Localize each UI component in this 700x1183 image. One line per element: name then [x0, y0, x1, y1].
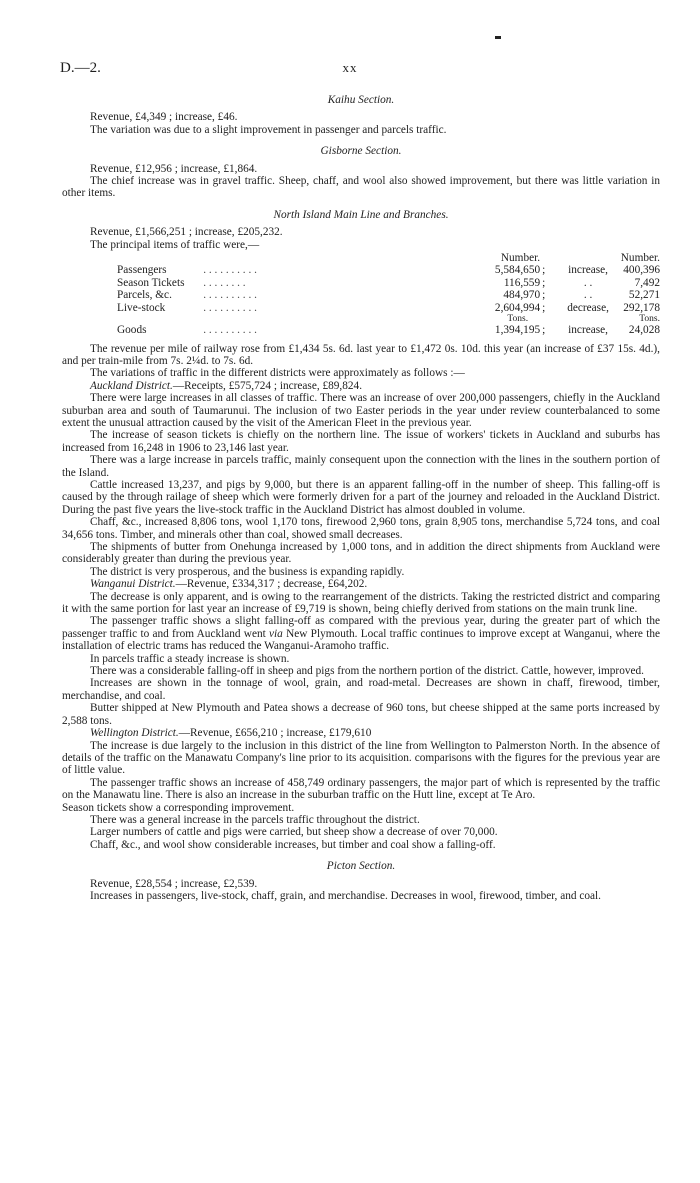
section-title-picton: Picton Section.: [326, 860, 396, 873]
unit-label: Tons.: [507, 314, 529, 325]
district-label: Auckland District.: [90, 379, 173, 392]
paragraph: Chaff, &c., and wool show considerable increases, but timber and coal show a falling-off.: [90, 838, 496, 851]
separator: ;: [542, 324, 546, 337]
section-title-gisborne: Gisborne Section.: [320, 145, 402, 158]
paragraph: Cattle increased 13,237, and pigs by 9,000, but there is an apparent falling-off in the number of sheep. This falling-off is caused by the through railage of sheep which were formerly driven for a part of the journey and reloaded in the Auckland District. During the past five years the live-stock traffic in the Auckland District has almost doubled in volume.: [62, 478, 660, 516]
paragraph: Butter shipped at New Plymouth and Patea shows a decrease of 960 tons, but cheese shipped at the same ports increased by 2,588 tons.: [62, 702, 660, 727]
paragraph: The district is very prosperous, and the business is expanding rapidly.: [90, 565, 405, 578]
leader-dots: . . . . . . . . . .: [203, 301, 257, 314]
district-label: Wanganui District.: [90, 578, 176, 591]
paragraph: Revenue, £4,349 ; increase, £46.: [90, 111, 238, 124]
change-cell: decrease,: [567, 301, 609, 314]
leader-dots: . . . . . . . . . .: [203, 264, 257, 277]
table-row: [117, 324, 660, 336]
paragraph: There was a large increase in parcels traffic, mainly consequent upon the connection with the lines in the southern portion of the Island.: [62, 454, 660, 479]
paragraph: The chief increase was in gravel traffic. Sheep, chaff, and wool also showed improvement, but there was little variation in other items.: [62, 175, 660, 200]
separator: ;: [542, 289, 546, 302]
column-header: Number.: [500, 252, 541, 265]
table-header-row: [117, 252, 660, 264]
paragraph: Season tickets show a corresponding improvement.: [62, 801, 295, 814]
number-cell: 2,604,994: [494, 301, 541, 314]
leader-dots: . . . . . . . .: [203, 276, 246, 289]
paragraph: The increase is due largely to the inclusion in this district of the line from Wellington to Palmerston North. In the absence of details of the traffic on the Manawatu Company's line prior to its acquisition. comparisons with the figures for the previous year are of little value.: [62, 739, 660, 777]
traffic-table: [117, 252, 660, 336]
table-row: [117, 302, 660, 314]
number-cell: 7,492: [634, 276, 660, 289]
separator: ;: [542, 276, 546, 289]
paragraph: Revenue, £12,956 ; increase, £1,864.: [90, 162, 258, 175]
district-label: Wellington District.: [90, 727, 179, 740]
row-label: Parcels, &c.: [117, 289, 172, 302]
change-cell: increase,: [568, 324, 608, 337]
district-revenue: —Revenue, £656,210 ; increase, £179,610: [178, 727, 372, 740]
paragraph: There was a general increase in the parcels traffic throughout the district.: [90, 813, 420, 826]
number-cell: 116,559: [503, 276, 541, 289]
change-cell: . .: [583, 276, 593, 289]
number-cell: 400,396: [623, 264, 660, 277]
paragraph: The decrease is only apparent, and is owing to the rearrangement of the districts. Taking the restricted district and comparing it with the same portion for last year an increase of £9,719 is shown, being chiefly derived from stations on the main trunk line.: [62, 590, 660, 616]
paragraph: The principal items of traffic were,—: [90, 238, 260, 251]
table-row: [117, 264, 660, 276]
number-cell: 292,178: [623, 301, 660, 314]
separator: ;: [542, 301, 546, 314]
change-cell: . .: [583, 289, 593, 302]
section-title-kaihu: Kaihu Section.: [327, 94, 395, 106]
column-header: Number.: [620, 252, 660, 265]
row-label: Season Tickets: [117, 276, 185, 289]
paragraph: Revenue, £28,554 ; increase, £2,539.: [90, 877, 258, 890]
paragraph: [62, 727, 660, 739]
row-label: Live-stock: [117, 301, 166, 314]
table-row: [117, 289, 660, 301]
paragraph: The revenue per mile of railway rose from £1,434 5s. 6d. last year to £1,472 0s. 10d. this year (an increase of £37 15s. 4d.), and per train-mile from 7s. 2¼d. to 7s. 6d.: [62, 342, 660, 367]
number-cell: 24,028: [628, 324, 660, 337]
text-run: via: [269, 627, 283, 640]
paragraph: In parcels traffic a steady increase is shown.: [90, 652, 290, 665]
paragraph: The passenger traffic shows an increase of 458,749 ordinary passengers, the major part of which is represented by the traffic on the Manawatu line. There is also an increase in the suburban traffic on the Hutt line, except at Te Aro.: [62, 776, 660, 802]
paragraph: [62, 578, 660, 590]
paragraph: There was a considerable falling-off in sheep and pigs from the northern portion of the district. Cattle, however, improved.: [90, 665, 644, 678]
number-cell: 52,271: [628, 289, 660, 302]
paragraph: Increases are shown in the tonnage of wool, grain, and road-metal. Decreases are shown in chaff, firewood, timber, merchandise, and coal.: [62, 677, 660, 702]
text-run: New Plymouth. Local traffic continues to improve except at Wanganui, where the installation of electric trams has reduced the Wanganui-Aramoho traffic.: [62, 627, 660, 653]
ink-mark: [495, 36, 501, 39]
paragraph: There were large increases in all classes of traffic. There was an increase of over 200,000 passengers, chiefly in the Auckland suburban area and south of Taumarunui. The inclusion of two Easter periods in the year under review counterbalanced to some extent the unusual attraction caused by the visit of the American Fleet in the previous year.: [62, 392, 660, 429]
district-revenue: —Receipts, £575,724 ; increase, £89,824.: [172, 379, 363, 392]
paragraph: Revenue, £1,566,251 ; increase, £205,232.: [90, 226, 283, 239]
row-label: Passengers: [117, 264, 167, 277]
table-row: [117, 277, 660, 289]
paragraph: Chaff, &c., increased 8,806 tons, wool 1,170 tons, firewood 2,960 tons, grain 8,905 tons, merchandise 5,724 tons, and coal 34,656 tons. Timber, and minerals other than coal, showed small decreases.: [62, 516, 660, 541]
number-cell: 5,584,650: [494, 264, 541, 277]
change-cell: increase,: [568, 264, 608, 277]
paragraph: The variations of traffic in the different districts were approximately as follows :—: [90, 367, 465, 380]
paragraph: The variation was due to a slight improvement in passenger and parcels traffic.: [90, 123, 447, 136]
leader-dots: . . . . . . . . . .: [203, 324, 257, 337]
separator: ;: [542, 264, 546, 277]
number-cell: 1,394,195: [494, 324, 541, 337]
paragraph: [62, 615, 660, 652]
row-label: Goods: [117, 324, 147, 337]
paragraph: [62, 380, 660, 392]
unit-label: Tons.: [639, 314, 660, 325]
text-run: The passenger traffic shows a slight falling-off as compared with the previous year, during the greater part of which the passenger traffic to and from Auckland went: [62, 615, 660, 640]
page-ref: D.—2.: [60, 60, 101, 76]
paragraph: The shipments of butter from Onehunga increased by 1,000 tons, and in addition the direct shipments from Auckland were considerably greater than during the previous year.: [62, 541, 660, 566]
number-cell: 484,970: [503, 289, 541, 302]
paragraph: Larger numbers of cattle and pigs were carried, but sheep show a decrease of over 70,000.: [90, 826, 498, 839]
body-text: [62, 94, 660, 902]
section-title-north-island: North Island Main Line and Branches.: [273, 208, 449, 221]
page-number: xx: [342, 60, 358, 75]
table-units-row: [117, 314, 660, 324]
district-revenue: —Revenue, £334,317 ; decrease, £64,202.: [175, 578, 368, 591]
paragraph: Increases in passengers, live-stock, chaff, grain, and merchandise. Decreases in wool, firewood, timber, and coal.: [90, 889, 601, 902]
leader-dots: . . . . . . . . . .: [203, 289, 257, 302]
paragraph: The increase of season tickets is chiefly on the northern line. The issue of workers' tickets in Auckland and suburbs has increased from 16,248 in 1906 to 23,146 last year.: [62, 429, 660, 454]
